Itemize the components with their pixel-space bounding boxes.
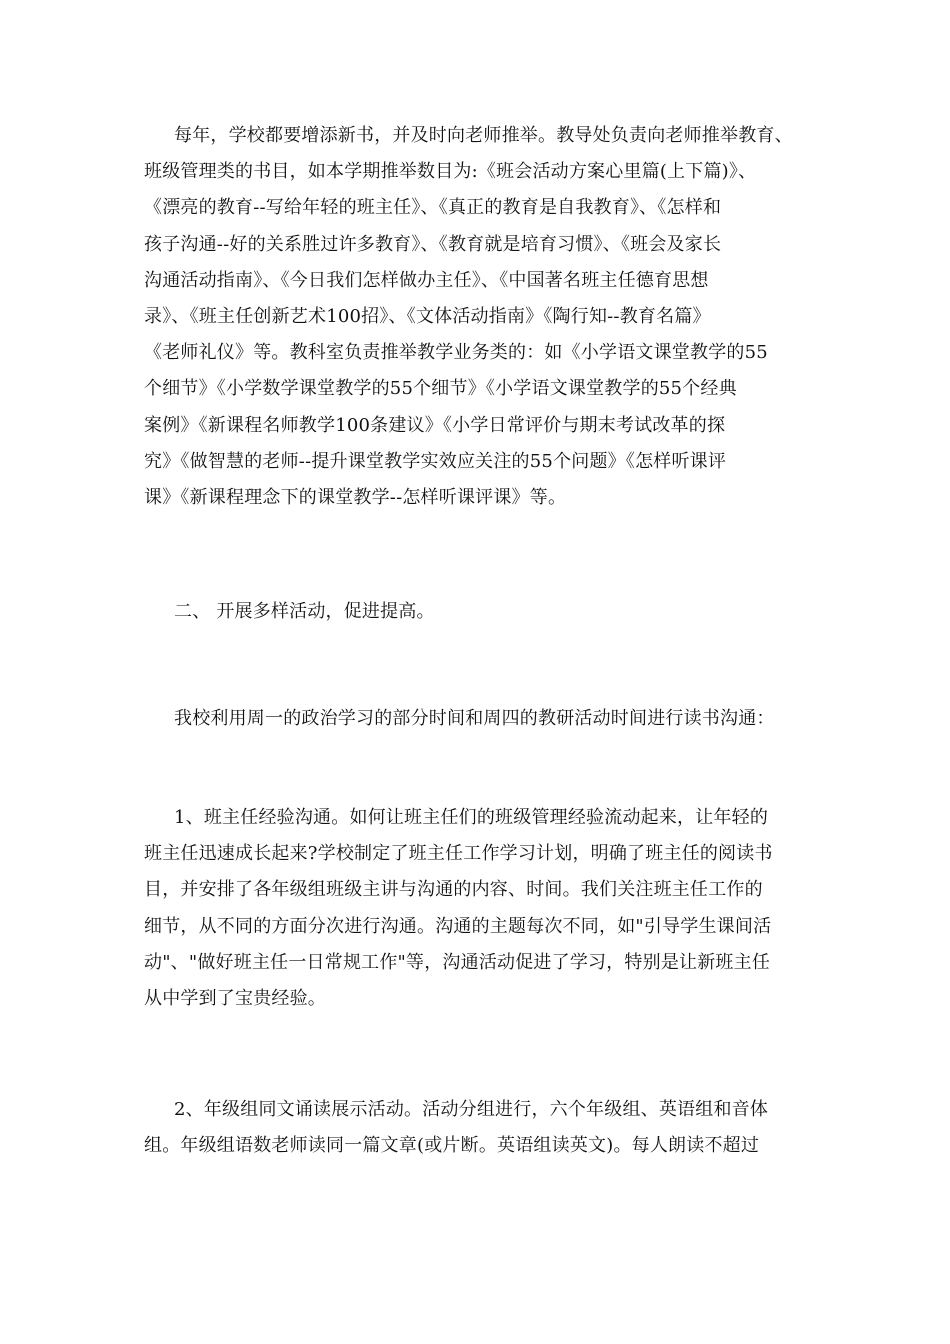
text-line: 细节，从不同的方面分次进行沟通。沟通的主题每次不同，如"引导学生课间活 — [144, 915, 772, 937]
text-line: 班级管理类的书目，如本学期推举数目为:《班会活动方案心里篇(上下篇)》、 — [144, 161, 757, 183]
paragraph-reading-exchange — [144, 701, 804, 737]
paragraph-grade-group-reading — [144, 1092, 804, 1164]
text-line: 课》《新课程理念下的课堂教学--怎样听课评课》等。 — [144, 487, 567, 509]
text-line: 案例》《新课程名师教学100条建议》《小学日常评价与期末考试改革的探 — [144, 414, 726, 436]
text-line: 究》《做智慧的老师--提升课堂教学实效应关注的55个问题》《怎样听课评 — [144, 450, 727, 472]
paragraph-book-recommendations — [144, 118, 804, 516]
text-line: 个细节》《小学数学课堂教学的55个细节》《小学语文课堂教学的55个经典 — [144, 378, 737, 400]
text-line: 每年，学校都要增添新书，并及时向老师推举。教导处负责向老师推举教育、 — [174, 125, 793, 146]
text-line: 录》、《班主任创新艺术100招》、《文体活动指南》《陶行知--教育名篇》 — [144, 306, 711, 328]
paragraph-head-teacher-exchange — [144, 800, 804, 1017]
text-line: 孩子沟通--好的关系胜过许多教育》、《教育就是培育习惯》、《班会及家长 — [144, 233, 722, 255]
text-line: 动"、"做好班主任一日常规工作"等，沟通活动促进了学习，特别是让新班主任 — [144, 951, 771, 973]
section-heading-text: 二、 开展多样活动，促进提高。 — [174, 601, 435, 622]
text-line: 我校利用周一的政治学习的部分时间和周四的教研活动时间进行读书沟通： — [174, 708, 775, 729]
text-line: 班主任迅速成长起来?学校制定了班主任工作学习计划，明确了班主任的阅读书 — [144, 843, 773, 865]
section-heading — [144, 594, 804, 630]
text-line: 1、班主任经验沟通。如何让班主任们的班级管理经验流动起来，让年轻的 — [174, 807, 769, 828]
text-line: 沟通活动指南》、《今日我们怎样做办主任》、《中国著名班主任德育思想 — [144, 269, 709, 291]
text-line: 从中学到了宝贵经验。 — [144, 988, 326, 1010]
text-line: 目，并安排了各年级组班级主讲与沟通的内容、时间。我们关注班主任工作的 — [144, 879, 763, 901]
text-line: 《漂亮的教育--写给年轻的班主任》、《真正的教育是自我教育》、《怎样和 — [144, 197, 722, 219]
text-line: 2、年级组同文诵读展示活动。活动分组进行，六个年级组、英语组和音体 — [174, 1099, 769, 1120]
text-line: 组。年级组语数老师读同一篇文章(或片断。英语组读英文)。每人朗读不超过 — [144, 1135, 760, 1157]
text-line: 《老师礼仪》等。教科室负责推举教学业务类的：如《小学语文课堂教学的55 — [144, 342, 768, 364]
